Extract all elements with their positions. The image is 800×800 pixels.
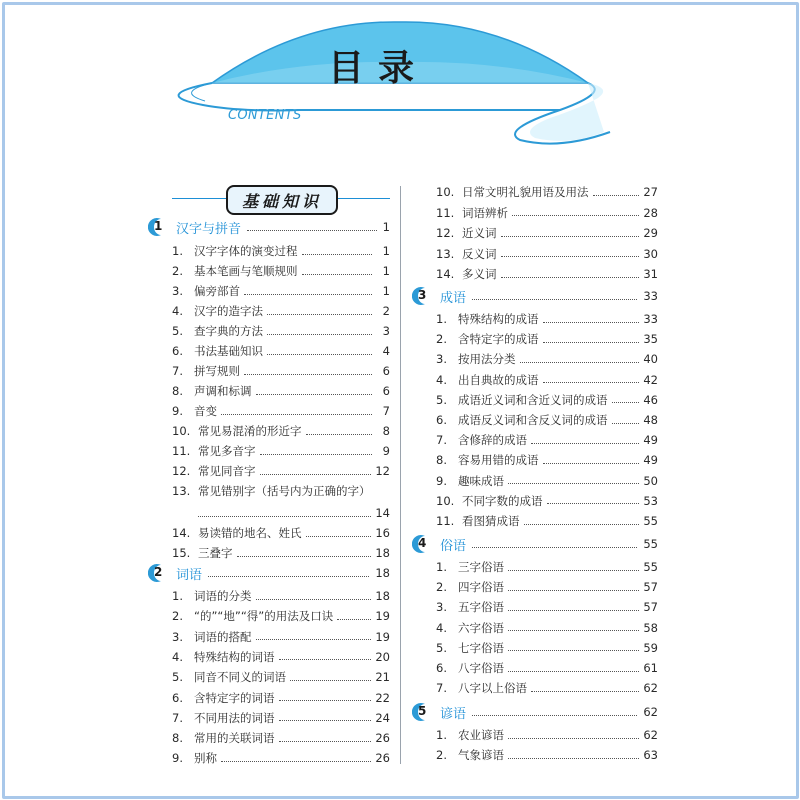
toc-entry[interactable] (172, 241, 390, 261)
toc-entry-number: 5. (172, 670, 183, 685)
dot-leader (508, 738, 639, 739)
toc-entry-number: 4. (436, 372, 447, 387)
toc-entry[interactable] (436, 557, 658, 577)
toc-entry-number: 13. (172, 484, 191, 498)
toc-entry-number: 5. (172, 324, 183, 338)
toc-entry-page: 26 (375, 751, 390, 766)
dot-leader (256, 599, 372, 600)
toc-entry[interactable] (172, 523, 390, 543)
toc-entry-number: 3. (436, 600, 447, 615)
dot-leader (531, 443, 639, 444)
toc-entry-page: 62 (643, 681, 658, 696)
dot-leader (267, 314, 372, 315)
toc-entry-page: 53 (643, 493, 658, 508)
toc-entry[interactable] (436, 203, 658, 223)
toc-entry-page: 1 (382, 244, 390, 258)
toc-entry-label: 基本笔画与笔顺规则 (194, 264, 298, 278)
dot-leader (501, 277, 640, 278)
toc-entry-page: 27 (643, 185, 658, 199)
toc-entry-label: 反义词 (462, 246, 497, 261)
toc-entry-label: 按用法分类 (458, 352, 516, 367)
toc-entry[interactable] (436, 658, 658, 678)
toc-entry-number: 8. (172, 384, 183, 398)
toc-entry-number: 11. (436, 514, 455, 528)
toc-entry-page: 12 (375, 464, 390, 478)
toc-entry[interactable] (436, 597, 658, 617)
toc-entry-continued (198, 503, 390, 523)
toc-entry-number: 7. (436, 681, 447, 696)
toc-entry-number: 6. (172, 344, 183, 358)
dot-leader (256, 639, 372, 640)
toc-entry-number: 9. (436, 473, 447, 488)
toc-entry-label: “的”“地”“得”的用法及口诀 (194, 609, 334, 624)
banner-line-right (334, 198, 390, 199)
toc-entry-page: 61 (643, 661, 658, 675)
toc-section-heading[interactable] (412, 533, 658, 555)
toc-entry[interactable] (436, 745, 658, 765)
toc-section-heading[interactable] (412, 285, 658, 307)
toc-entry-label: 易读错的地名、姓氏 (198, 526, 302, 540)
toc-entry[interactable] (172, 261, 390, 281)
toc-entry-number: 2. (172, 609, 183, 624)
toc-entry-label: 五字俗语 (458, 600, 504, 615)
toc-entry[interactable] (172, 421, 390, 441)
toc-entry-label: 词语的搭配 (194, 629, 252, 644)
toc-entry-page: 58 (643, 620, 658, 635)
toc-entry[interactable] (436, 264, 658, 284)
dot-leader (244, 294, 372, 295)
section-title: 成语 (440, 290, 467, 306)
toc-entry-label: 查字典的方法 (194, 324, 263, 338)
toc-entry-label: 常用的关联词语 (194, 731, 275, 746)
toc-entry-number: 12. (172, 464, 191, 478)
section-number: 1 (154, 219, 163, 233)
section-number-badge (148, 217, 170, 237)
toc-entry-page: 2 (382, 304, 390, 318)
toc-section-heading[interactable] (148, 216, 390, 238)
toc-entry-label: 农业谚语 (458, 728, 504, 742)
dot-leader (547, 503, 640, 504)
toc-entry-number: 10. (172, 424, 191, 438)
toc-entry-page: 19 (375, 629, 390, 644)
toc-entry-page: 18 (375, 589, 390, 603)
toc-entry[interactable] (436, 223, 658, 243)
toc-entry[interactable] (172, 606, 390, 626)
toc-entry-number: 1. (436, 560, 447, 574)
toc-entry[interactable] (172, 748, 390, 768)
dot-leader (543, 322, 640, 323)
toc-entry-label: 常见易混淆的形近字 (198, 424, 302, 438)
toc-entry-page: 18 (375, 546, 390, 560)
toc-entry-page: 26 (375, 731, 390, 746)
dot-leader (279, 659, 372, 660)
toc-entry-number: 9. (172, 404, 183, 418)
section-number-badge (148, 563, 170, 583)
toc-entry-page: 49 (643, 433, 658, 448)
dot-leader (260, 474, 372, 475)
toc-entry-label: 汉字的造字法 (194, 304, 263, 318)
column-divider (400, 186, 401, 764)
page-subtitle: CONTENTS (228, 108, 302, 123)
toc-entry[interactable] (436, 618, 658, 638)
toc-entry[interactable] (172, 381, 390, 401)
dot-leader (501, 236, 640, 237)
dot-leader (508, 758, 639, 759)
dot-leader (302, 274, 373, 275)
toc-entry[interactable] (436, 390, 658, 410)
toc-entry-label: 常见多音字 (198, 444, 256, 458)
toc-entry-label: 成语近义词和含近义词的成语 (458, 392, 608, 407)
toc-entry-page: 40 (643, 352, 658, 367)
toc-entry-number: 7. (436, 433, 447, 448)
toc-entry-label: 音变 (194, 404, 217, 418)
toc-entry-label: 常见错别字（括号内为正确的字） (198, 484, 371, 498)
toc-section-heading[interactable] (148, 562, 390, 584)
toc-entry[interactable] (436, 638, 658, 658)
toc-entry-number: 14. (436, 267, 455, 281)
dot-leader (279, 700, 372, 701)
page-title: 目录 (328, 48, 429, 89)
toc-entry[interactable] (172, 543, 390, 563)
toc-entry-page: 3 (382, 324, 390, 338)
dot-leader (501, 256, 640, 257)
toc-entry-number: 8. (436, 453, 447, 468)
toc-entry-number: 1. (436, 312, 447, 326)
toc-entry[interactable] (436, 450, 658, 470)
toc-entry[interactable] (172, 401, 390, 421)
dot-leader (267, 334, 372, 335)
toc-entry-label: 汉字字体的演变过程 (194, 244, 298, 258)
dot-leader (267, 354, 372, 355)
toc-entry-number: 3. (436, 352, 447, 367)
toc-entry-page: 62 (643, 728, 658, 742)
toc-entry[interactable] (436, 511, 658, 531)
toc-entry-label: 特殊结构的成语 (458, 312, 539, 326)
toc-entry[interactable] (436, 244, 658, 264)
toc-entry-page: 30 (643, 246, 658, 261)
toc-entry-page: 55 (643, 560, 658, 574)
toc-entry-page: 19 (375, 609, 390, 624)
dot-leader (593, 195, 640, 196)
toc-entry-number: 1. (172, 244, 183, 258)
toc-entry[interactable] (172, 341, 390, 361)
dot-leader (508, 671, 639, 672)
dot-leader (472, 547, 637, 548)
dot-leader (302, 254, 373, 255)
toc-entry-label: 拼写规则 (194, 364, 240, 378)
toc-entry-number: 11. (436, 205, 455, 220)
toc-entry[interactable] (436, 410, 658, 430)
toc-entry[interactable] (172, 627, 390, 647)
dot-leader (512, 215, 639, 216)
dot-leader (543, 342, 640, 343)
dot-leader (520, 362, 640, 363)
toc-entry[interactable] (172, 441, 390, 461)
toc-entry-label: 常见同音字 (198, 464, 256, 478)
toc-entry-label: 书法基础知识 (194, 344, 263, 358)
toc-entry-label: 偏旁部首 (194, 284, 240, 298)
dot-leader (612, 402, 640, 403)
section-page: 1 (382, 220, 390, 234)
dot-leader (247, 230, 377, 231)
dot-leader (508, 590, 639, 591)
dot-leader (472, 715, 637, 716)
toc-entry[interactable] (436, 471, 658, 491)
toc-entry-label: 气象谚语 (458, 748, 504, 763)
section-banner: 基础知识 (226, 185, 338, 215)
toc-entry-page: 57 (643, 580, 658, 595)
toc-entry-number: 2. (436, 332, 447, 347)
toc-section-heading[interactable] (412, 701, 658, 723)
toc-entry[interactable] (172, 461, 390, 481)
toc-entry-number: 7. (172, 364, 183, 378)
toc-entry-number: 8. (172, 731, 183, 746)
dot-leader (306, 434, 373, 435)
section-number: 5 (418, 704, 427, 718)
toc-entry-number: 5. (436, 640, 447, 655)
toc-entry[interactable] (436, 678, 658, 698)
toc-entry-page: 42 (643, 372, 658, 387)
dot-leader (508, 650, 639, 651)
toc-entry-page: 46 (643, 392, 658, 407)
toc-entry-page: 22 (375, 690, 390, 705)
toc-entry-page: 1 (382, 264, 390, 278)
toc-entry-number: 1. (436, 728, 447, 742)
toc-entry-number: 3. (172, 629, 183, 644)
toc-entry-label: 词语的分类 (194, 589, 252, 603)
toc-entry-number: 10. (436, 185, 455, 199)
toc-entry[interactable] (436, 182, 658, 202)
toc-entry-page: 35 (643, 332, 658, 347)
toc-entry-label: 三字俗语 (458, 560, 504, 574)
toc-entry-label: 六字俗语 (458, 620, 504, 635)
toc-entry-label: 不同字数的成语 (462, 493, 543, 508)
toc-entry-label: 声调和标调 (194, 384, 252, 398)
toc-entry-number: 11. (172, 444, 191, 458)
toc-entry-label: 同音不同义的词语 (194, 670, 286, 685)
toc-entry[interactable] (436, 329, 658, 349)
toc-entry-page: 9 (382, 444, 390, 458)
toc-entry-label: 含修辞的成语 (458, 433, 527, 448)
toc-entry[interactable] (172, 586, 390, 606)
dot-leader (531, 691, 639, 692)
toc-entry-number: 6. (172, 690, 183, 705)
toc-entry-label: 日常文明礼貌用语及用法 (462, 185, 589, 199)
toc-entry[interactable] (172, 728, 390, 748)
dot-leader (508, 570, 639, 571)
header-decoration (0, 0, 800, 200)
toc-entry-label: 特殊结构的词语 (194, 649, 275, 664)
toc-entry-page: 14 (375, 506, 390, 520)
dot-leader (279, 741, 372, 742)
dot-leader (508, 630, 639, 631)
toc-entry-label: 三叠字 (198, 546, 233, 560)
toc-entry[interactable] (436, 430, 658, 450)
section-number: 4 (418, 536, 427, 550)
section-number: 3 (418, 288, 427, 302)
dot-leader (237, 556, 372, 557)
toc-entry[interactable] (172, 321, 390, 341)
toc-entry-page: 16 (375, 526, 390, 540)
toc-entry-label: 含特定字的词语 (194, 690, 275, 705)
toc-entry-number: 13. (436, 246, 455, 261)
dot-leader (256, 394, 373, 395)
toc-entry-number: 15. (172, 546, 191, 560)
toc-entry-page: 28 (643, 205, 658, 220)
dot-leader (208, 576, 369, 577)
toc-entry[interactable] (436, 725, 658, 745)
toc-entry-page: 24 (375, 710, 390, 725)
toc-entry-page: 57 (643, 600, 658, 615)
toc-entry-label: 出自典故的成语 (458, 372, 539, 387)
toc-entry[interactable] (172, 667, 390, 687)
section-title: 谚语 (440, 706, 467, 722)
toc-entry-page: 50 (643, 473, 658, 488)
dot-leader (279, 720, 372, 721)
section-page: 62 (643, 705, 658, 719)
section-number-badge (412, 702, 434, 722)
toc-entry[interactable] (172, 301, 390, 321)
toc-entry-page: 49 (643, 453, 658, 468)
toc-entry-page: 7 (382, 404, 390, 418)
dot-leader (198, 516, 371, 517)
toc-entry-number: 4. (172, 649, 183, 664)
section-number: 2 (154, 565, 163, 579)
toc-entry-number: 10. (436, 493, 455, 508)
toc-entry-label: 多义词 (462, 267, 497, 281)
toc-entry[interactable] (436, 491, 658, 511)
dot-leader (472, 299, 637, 300)
section-page: 18 (375, 566, 390, 580)
toc-entry-number: 4. (436, 620, 447, 635)
toc-entry-page: 6 (382, 384, 390, 398)
dot-leader (290, 680, 371, 681)
toc-entry[interactable] (436, 309, 658, 329)
toc-entry-label: 八字以上俗语 (458, 681, 527, 696)
dot-leader (221, 414, 372, 415)
toc-entry-number: 6. (436, 413, 447, 427)
section-number-badge (412, 534, 434, 554)
dot-leader (543, 463, 640, 464)
toc-entry[interactable] (436, 577, 658, 597)
toc-entry-page: 8 (382, 424, 390, 438)
toc-entry-number: 14. (172, 526, 191, 540)
section-page: 55 (643, 537, 658, 551)
dot-leader (337, 619, 371, 620)
toc-entry-label: 七字俗语 (458, 640, 504, 655)
toc-entry-number: 3. (172, 284, 183, 298)
toc-entry-number: 9. (172, 751, 183, 766)
toc-entry-label: 八字俗语 (458, 661, 504, 675)
banner-line-left (172, 198, 226, 199)
dot-leader (508, 483, 639, 484)
toc-entry-page: 59 (643, 640, 658, 655)
toc-entry-page: 31 (643, 267, 658, 281)
toc-entry-number: 2. (436, 748, 447, 763)
toc-entry-page: 48 (643, 413, 658, 427)
toc-entry[interactable] (436, 349, 658, 369)
toc-entry-page: 20 (375, 649, 390, 664)
toc-entry-label: 四字俗语 (458, 580, 504, 595)
toc-entry[interactable] (436, 370, 658, 390)
section-title: 词语 (176, 567, 203, 583)
toc-entry-page: 4 (382, 344, 390, 358)
dot-leader (260, 454, 373, 455)
toc-entry-page: 21 (375, 670, 390, 685)
toc-entry[interactable] (172, 647, 390, 667)
section-title: 汉字与拼音 (176, 221, 242, 237)
section-title: 俗语 (440, 538, 467, 554)
toc-entry-label: 看图猜成语 (462, 514, 520, 528)
dot-leader (306, 536, 372, 537)
toc-entry-number: 2. (436, 580, 447, 595)
toc-entry[interactable] (172, 481, 390, 501)
toc-entry-label: 成语反义词和含反义词的成语 (458, 413, 608, 427)
toc-entry-label: 词语辨析 (462, 205, 508, 220)
toc-entry-label: 容易用错的成语 (458, 453, 539, 468)
toc-entry-label: 别称 (194, 751, 217, 766)
toc-entry-number: 4. (172, 304, 183, 318)
section-page: 33 (643, 289, 658, 303)
toc-entry-label: 近义词 (462, 226, 497, 240)
toc-entry[interactable] (172, 708, 390, 728)
dot-leader (524, 524, 640, 525)
toc-entry-page: 33 (643, 312, 658, 326)
toc-entry-label: 含特定字的成语 (458, 332, 539, 347)
section-number-badge (412, 286, 434, 306)
dot-leader (508, 610, 639, 611)
toc-entry-number: 1. (172, 589, 183, 603)
toc-entry-number: 12. (436, 226, 455, 240)
toc-entry-number: 2. (172, 264, 183, 278)
toc-entry-number: 7. (172, 710, 183, 725)
dot-leader (543, 382, 640, 383)
toc-entry-page: 6 (382, 364, 390, 378)
toc-entry-page: 63 (643, 748, 658, 763)
toc-entry-page: 29 (643, 226, 658, 240)
toc-entry[interactable] (172, 361, 390, 381)
toc-entry[interactable] (172, 281, 390, 301)
toc-entry-page: 55 (643, 514, 658, 528)
toc-entry-number: 6. (436, 661, 447, 675)
toc-entry[interactable] (172, 688, 390, 708)
toc-entry-page: 1 (382, 284, 390, 298)
dot-leader (221, 761, 371, 762)
toc-entry-number: 5. (436, 392, 447, 407)
toc-entry-label: 趣味成语 (458, 473, 504, 488)
dot-leader (244, 374, 372, 375)
dot-leader (612, 423, 640, 424)
toc-entry-label: 不同用法的词语 (194, 710, 275, 725)
